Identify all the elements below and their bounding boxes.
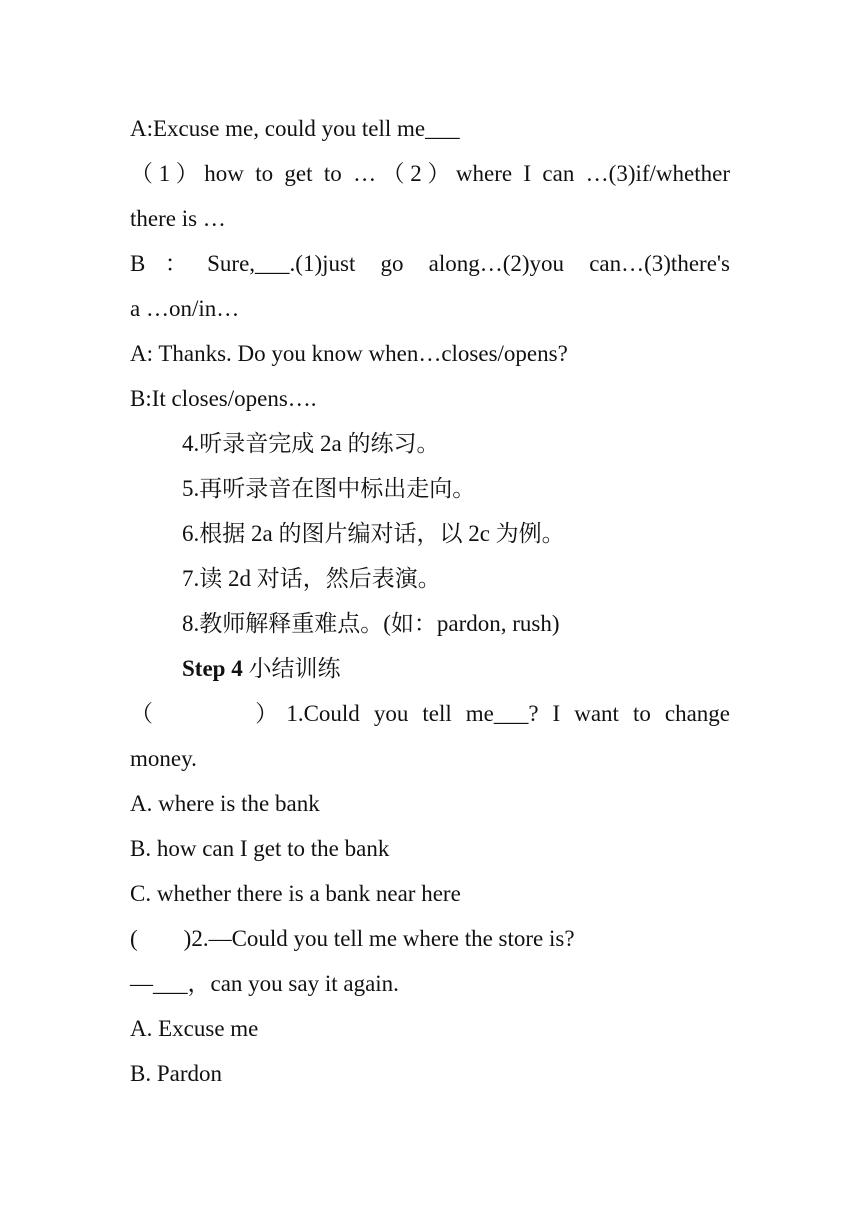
step-item-6: 6.根据 2a 的图片编对话，以 2c 为例。 xyxy=(182,521,565,546)
exercise-option-c: C. whether there is a bank near here xyxy=(130,881,461,906)
dialogue-line-b-answer: B：Sure,___.(1)just go along…(2)you can…(3)there's xyxy=(130,251,730,276)
step-item-8: 8.教师解释重难点。(如：pardon, rush) xyxy=(182,611,560,636)
dialogue-answer-continued: a …on/in… xyxy=(130,296,240,321)
dialogue-options-continued: there is … xyxy=(130,206,226,231)
exercise-option-a: A. where is the bank xyxy=(130,791,320,816)
document-body xyxy=(130,106,730,1096)
exercise-option-b-2: B. Pardon xyxy=(130,1061,222,1086)
exercise-question-2: ( )2.—Could you tell me where the store is? xyxy=(130,926,575,951)
dialogue-line-a-thanks: A: Thanks. Do you know when…closes/opens? xyxy=(130,341,568,366)
exercise-question-2-reply: —___，can you say it again. xyxy=(130,971,399,996)
section-heading-step: Step 4 xyxy=(182,656,243,681)
exercise-option-a-2: A. Excuse me xyxy=(130,1016,259,1041)
step-item-5: 5.再听录音在图中标出走向。 xyxy=(182,476,476,501)
dialogue-line-a-ask: A:Excuse me, could you tell me___ xyxy=(130,116,460,141)
exercise-question-1-continued: money. xyxy=(130,746,197,771)
exercise-question-1: （ ）1.Could you tell me___? I want to change xyxy=(130,701,730,726)
dialogue-line-b-closes: B:It closes/opens…. xyxy=(130,386,317,411)
section-heading xyxy=(130,646,730,691)
step-item-4: 4.听录音完成 2a 的练习。 xyxy=(182,431,440,456)
section-heading-title: 小结训练 xyxy=(242,656,341,681)
dialogue-options-line: （1）how to get to …（2）where I can …(3)if/whether xyxy=(130,161,730,186)
step-item-7: 7.读 2d 对话，然后表演。 xyxy=(182,566,441,591)
exercise-option-b: B. how can I get to the bank xyxy=(130,836,390,861)
